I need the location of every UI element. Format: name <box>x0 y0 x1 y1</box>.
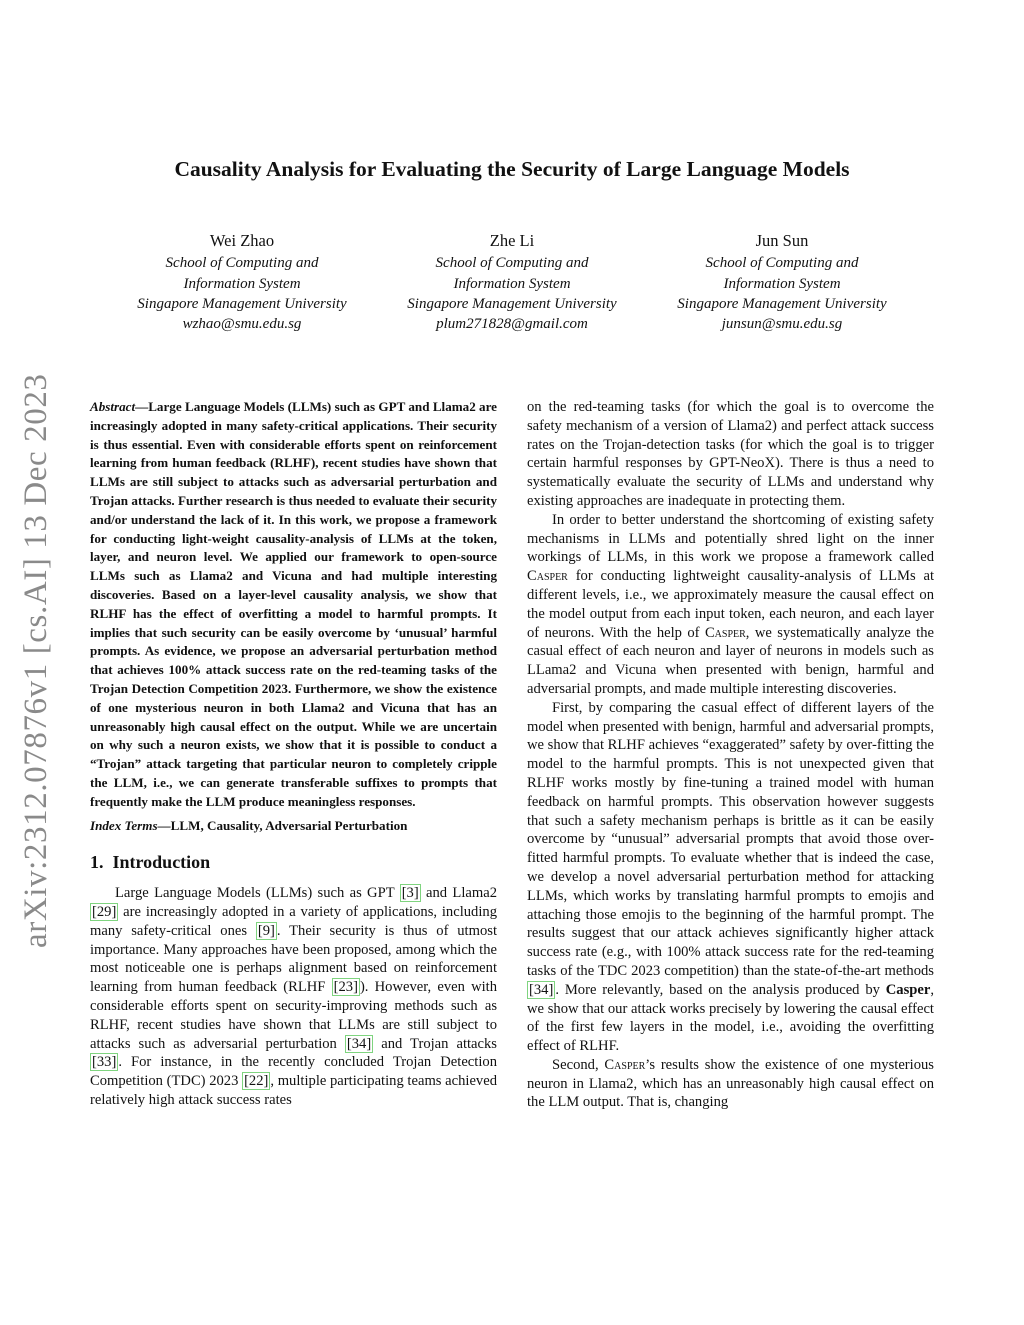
text-run: for conducting lightweight causality-analysis of LLMs at different levels, i.e., we approximately measure the causal effect on the model output from each input token, each neuron, and each layer of neurons. With the help of <box>527 568 934 641</box>
text-run: . Their security is thus of utmost importance. Many approaches have been proposed, among which the most noticeable one is perhaps alignment based on reinforcement learning from human feedback (RLHF <box>90 922 497 996</box>
citation-link[interactable]: [33] <box>92 1054 117 1071</box>
text-run: are increasingly adopted in a variety of applications, including many safety-critical ones <box>90 903 497 939</box>
section-title: Introduction <box>112 852 211 873</box>
author-email: wzhao@smu.edu.sg <box>182 316 302 333</box>
author-department: Information System <box>723 275 841 292</box>
author-name: Jun Sun <box>755 231 809 250</box>
index-terms-text: —LLM, Causality, Adversarial Perturbation <box>157 817 408 833</box>
text-run: First, by comparing the casual effect of different layers of the model when presented with benign, harmful and adversarial prompts, we show that RLHF achieves “exaggerated” safety by over-fitting the model to the harmful prompts. This is not unexpected given that RLHF works mostly by fine-tuning a trained model with human feedback on harmful prompts. This observation however suggests that such a safety mechanism perhaps is brittle as it can be easily overcome by “unusual” adversarial prompts that avoid those over-fitted harmful prompts. To evaluate whether that is indeed the case, we develop a novel adversarial perturbation method for attacking LLMs, which works by translating harmful prompts to emojis and attaching those emojis to the beginning of the harmful prompt. The results suggest that our attack achieves significantly higher attack success rate (e.g., with 100% attack success rate for the red-teaming tasks of the TDC 2023 competition) than the state-of-the-art methods <box>527 699 934 979</box>
author-2 <box>377 231 647 334</box>
citation-link[interactable]: [9] <box>257 922 275 939</box>
author-department: Information System <box>183 275 301 292</box>
left-column <box>90 398 497 1110</box>
author-department: School of Computing and <box>165 255 319 272</box>
casper-name: Casper <box>604 1056 646 1073</box>
text-run: Large Language Models (LLMs) such as GPT <box>115 885 400 902</box>
author-name: Zhe Li <box>489 231 535 250</box>
author-department: School of Computing and <box>705 255 859 272</box>
intro-paragraph-continued: on the red-teaming tasks (for which the goal is to overcome the safety mechanism of a version of Llama2) and perfect attack success rates on the Trojan-detection tasks (for which the goal is to trigger certain harmful responses by GPT-NeoX). There is thus a need to systematically evaluate the security of LLMs and understand why existing approaches are inadequate in protecting them. <box>527 399 934 509</box>
text-run: and Llama2 <box>420 885 497 902</box>
citation-link[interactable]: [34] <box>346 1035 372 1052</box>
author-1 <box>107 231 377 334</box>
intro-paragraph-1 <box>90 884 497 1110</box>
casper-name: Casper <box>704 624 746 641</box>
author-university: Singapore Management University <box>137 295 347 312</box>
index-terms-label: Index Terms <box>90 817 158 833</box>
text-run: ’s results show the existence of one mysterious neuron in Llama2, which has an unreasonably high causal effect on the LLM output. That is, changing <box>527 1056 934 1111</box>
intro-paragraph-4 <box>527 1056 934 1112</box>
abstract-label: Abstract <box>90 399 136 414</box>
text-run: Second, <box>552 1056 605 1073</box>
author-university: Singapore Management University <box>407 295 617 312</box>
author-university: Singapore Management University <box>677 295 887 312</box>
right-column <box>527 398 934 1112</box>
citation-link[interactable]: [3] <box>401 885 419 902</box>
text-run: , we systematically analyze the casual effect of each neuron and layer of neurons in models such as LLama2 and Vicuna when presented with benign, harmful and adversarial prompts, and made multiple interesting discoveries. <box>527 624 934 697</box>
intro-paragraph-2 <box>527 511 934 699</box>
section-heading-introduction <box>90 853 497 872</box>
author-3 <box>647 231 917 334</box>
text-run: , we show that our attack works precisely by lowering the causal effect of the first few layers in the model, i.e., avoiding the overfitting effect of RLHF. <box>527 981 934 1055</box>
author-block <box>107 231 917 334</box>
paper-title: Causality Analysis for Evaluating the Security of Large Language Models <box>174 157 850 181</box>
abstract <box>90 398 497 812</box>
author-email: plum271828@gmail.com <box>436 316 588 333</box>
text-run: and Trojan attacks <box>373 1035 497 1052</box>
author-name: Wei Zhao <box>209 231 275 250</box>
intro-paragraph-3 <box>527 699 934 1056</box>
author-department: Information System <box>453 275 571 292</box>
text-run: ). However, even with considerable efforts spent on security-improving methods such as RLHF, recent studies have shown that LLMs are still subject to attacks such as adversarial perturbation <box>90 979 498 1052</box>
casper-name-bold: Casper <box>885 981 931 998</box>
text-run: . For instance, in the recently concluded Trojan Detection Competition (TDC) 2023 <box>90 1054 497 1090</box>
arxiv-identifier-stamp: arXiv:2312.07876v1 [cs.AI] 13 Dec 2023 <box>18 373 54 948</box>
citation-link[interactable]: [34] <box>529 981 554 998</box>
citation-link[interactable]: [23] <box>333 979 358 996</box>
author-department: School of Computing and <box>435 255 589 272</box>
author-email: junsun@smu.edu.sg <box>721 316 843 333</box>
text-run: , multiple participating teams achieved relatively high attack success rates <box>90 1073 497 1108</box>
text-run: . More relevantly, based on the analysis produced by <box>555 981 886 998</box>
section-number: 1. <box>90 852 104 873</box>
citation-link[interactable]: [29] <box>92 903 117 920</box>
casper-name: Casper <box>527 568 568 585</box>
citation-link[interactable]: [22] <box>244 1073 269 1090</box>
abstract-text: —Large Language Models (LLMs) such as GPT and Llama2 are increasingly adopted in many safety-critical applications. Their security is thus essential. Even with considerable efforts spent on reinforcement learning from human feedback (RLHF), recent studies have shown that LLMs are still subject to attacks such as adversarial perturbation and Trojan attacks. Further research is thus needed to evaluate their security and/or understand the lack of it. In this work, we propose a framework for conducting light-weight causality-analysis of LLMs at the token, layer, and neuron level. We applied our framework to open-source LLMs such as Llama2 and Vicuna and had multiple interesting discoveries. Based on a layer-level causality analysis, we show that RLHF has the effect of overfitting a model to harmful prompts. It implies that such security can be easily overcome by ‘unusual’ harmful prompts. As evidence, we propose an adversarial perturbation method that achieves 100% attack success rate on the red-teaming tasks of the Trojan Detection Competition 2023. Furthermore, we show the existence of one mysterious neuron in both Llama2 and Vicuna that has an unreasonably high causal effect on the output. While we are uncertain on why such a neuron exists, we show that it is possible to conduct a “Trojan” attack targeting that particular neuron to completely cripple the LLM, i.e., we can generate transferable suffixes to prompts that frequently make the LLM produce meaningless responses. <box>90 399 497 809</box>
text-run: In order to better understand the shortcoming of existing safety mechanisms in LLMs and potentially shred light on the inner workings of LLMs, in this work we propose a framework called <box>527 511 934 566</box>
index-terms <box>90 817 497 836</box>
